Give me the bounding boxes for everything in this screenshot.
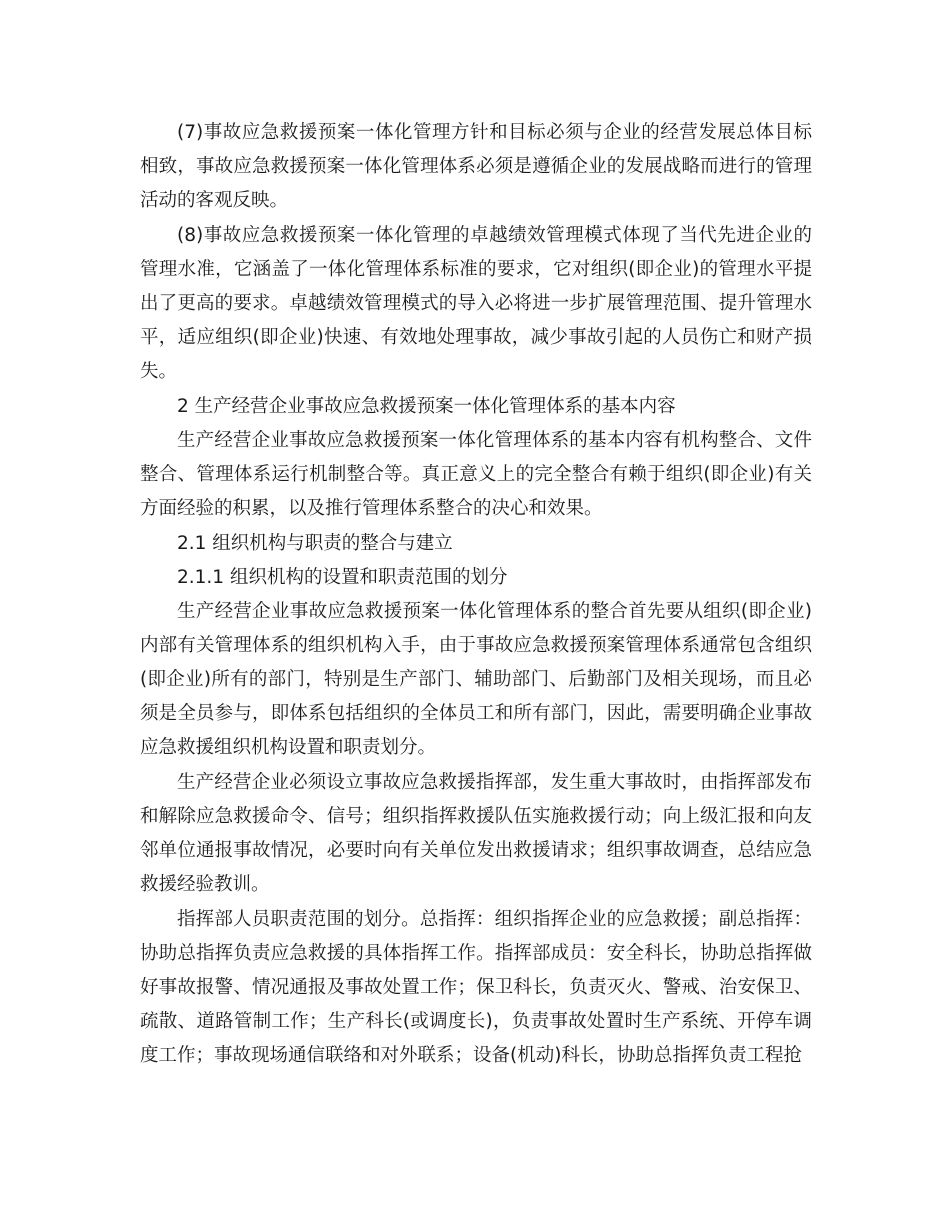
paragraph-8: (8)事故应急救援预案一体化管理的卓越绩效管理模式体现了当代先进企业的管理水准，它涵盖了一体化管理体系标准的要求，它对组织(即企业)的管理水平提出了更高的要求。卓越绩效管理模式的导入必将进一步扩展管理范围、提升管理水平，适应组织(即企业)快速、有效地处理事故，减少事故引起的人员伤亡和财产损失。	[140, 225, 812, 382]
section-heading-2: 2 生产经营企业事故应急救援预案一体化管理体系的基本内容	[177, 396, 676, 417]
paragraph-duties: 指挥部人员职责范围的划分。总指挥：组织指挥企业的应急救援；副总指挥：协助总指挥负责应急救援的具体指挥工作。指挥部成员：安全科长，协助总指挥做好事故报警、情况通报及事故处置工作；保卫科长，负责灭火、警戒、治安保卫、疏散、道路管制工作；生产科长(或调度长)，负责事故处置时生产系统、开停车调度工作；事故现场通信联络和对外联系；设备(机动)科长，协助总指挥负责工程抢	[140, 909, 812, 1066]
section-heading-2-1: 2.1 组织机构与职责的整合与建立	[177, 533, 453, 554]
paragraph-command-center: 生产经营企业必须设立事故应急救援指挥部，发生重大事故时，由指挥部发布和解除应急救援命令、信号；组织指挥救援队伍实施救援行动；向上级汇报和向友邻单位通报事故情况，必要时向有关单位发出救援请求；组织事故调查，总结应急救援经验教训。	[140, 772, 812, 895]
section-heading-2-1-1: 2.1.1 组织机构的设置和职责范围的划分	[177, 567, 508, 588]
paragraph-7: (7)事故应急救援预案一体化管理方针和目标必须与企业的经营发展总体目标相致，事故应急救援预案一体化管理体系必须是遵循企业的发展战略而进行的管理活动的客观反映。	[140, 122, 812, 211]
paragraph-org-structure: 生产经营企业事故应急救援预案一体化管理体系的整合首先要从组织(即企业)内部有关管理体系的组织机构入手，由于事故应急救援预案管理体系通常包含组织(即企业)所有的部门，特别是生产部门、辅助部门、后勤部门及相关现场，而且必须是全员参与，即体系包括组织的全体员工和所有部门，因此，需要明确企业事故应急救援组织机构设置和职责划分。	[140, 601, 812, 758]
paragraph-section-2-intro: 生产经营企业事故应急救援预案一体化管理体系的基本内容有机构整合、文件整合、管理体系运行机制整合等。真正意义上的完全整合有赖于组织(即企业)有关方面经验的积累，以及推行管理体系整合的决心和效果。	[140, 430, 812, 519]
document-body	[140, 116, 812, 1074]
